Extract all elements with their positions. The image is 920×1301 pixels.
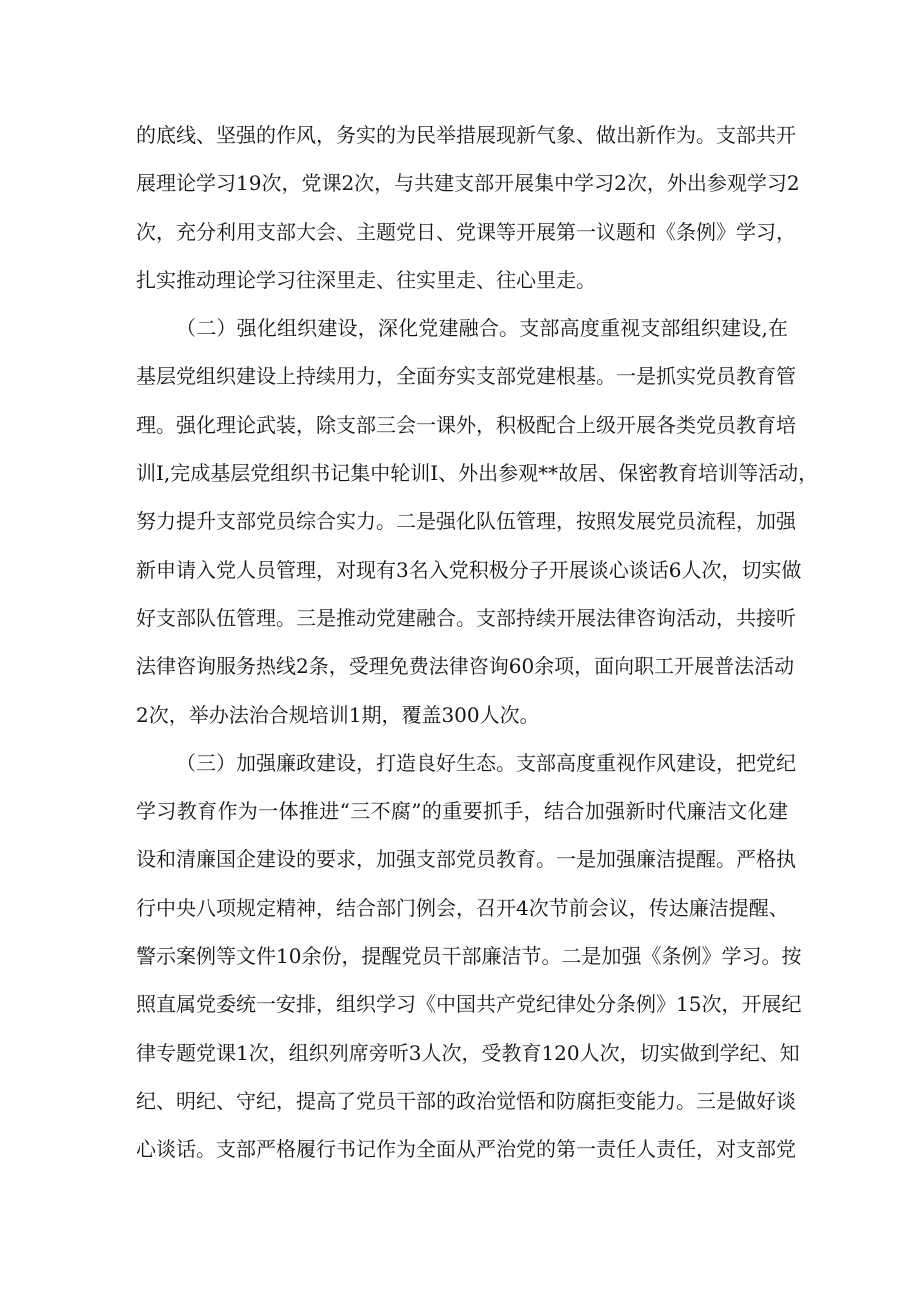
text-line: 扎实推动理论学习往深里走、往实里走、往心里走。 — [136, 267, 596, 292]
text-line: 纪、明纪、守纪，提高了党员干部的政治觉悟和防腐拒变能力。三是做好谈 — [136, 1088, 796, 1113]
text-line: 展理论学习19次，党课2次，与共建支部开展集中学习2次，外出参观学习2 — [136, 171, 800, 196]
text-line: 心谈话。支部严格履行书记作为全面从严治党的第一责任人责任，对支部党 — [136, 1137, 796, 1162]
text-line: 新申请入党人员管理，对现有3名入党积极分子开展谈心谈话6人次，切实做 — [136, 557, 802, 582]
text-line: 行中央八项规定精神，结合部门例会，召开4次节前会议，传达廉洁提醒、 — [136, 895, 789, 920]
text-line: 的底线、坚强的作风，务实的为民举措展现新气象、做出新作为。支部共开 — [136, 123, 796, 147]
text-line: 好支部队伍管理。三是推动党建融合。支部持续开展法律咨询活动，共接听 — [136, 605, 796, 630]
text-line: 法律咨询服务热线2条，受理免费法律咨询60余项，面向职工开展普法活动 — [136, 654, 795, 679]
section-heading-line: （三）加强廉政建设，打造良好生态。支部高度重视作风建设，把党纪 — [176, 750, 796, 775]
text-line: 次，充分利用支部大会、主题党日、党课等开展第一议题和《条例》学习， — [136, 219, 796, 244]
text-line: 警示案例等文件10余份，提醒党员干部廉洁节。二是加强《条例》学习。按 — [136, 944, 802, 969]
text-line: 努力提升支部党员综合实力。二是强化队伍管理，按照发展党员流程，加强 — [136, 509, 796, 534]
text-line: 律专题党课1次，组织列席旁听3人次，受教育120人次，切实做到学纪、知 — [136, 1040, 800, 1065]
text-line: 基层党组织建设上持续用力，全面夯实支部党建根基。一是抓实党员教育管 — [136, 364, 796, 389]
text-line: 2次，举办法治合规培训1期，覆盖300人次。 — [136, 702, 540, 727]
section-heading-line: （二）强化组织建设，深化党建融合。支部高度重视支部组织建设,在 — [176, 316, 788, 341]
text-line: 设和清廉国企建设的要求，加强支部党员教育。一是加强廉洁提醒。严格执 — [136, 847, 796, 872]
text-line: 照直属党委统一安排，组织学习《中国共产党纪律处分条例》15次，开展纪 — [136, 992, 802, 1017]
text-line: 训I,完成基层党组织书记集中轮训I、外出参观**故居、保密教育培训等活动， — [136, 461, 819, 486]
document-body — [136, 111, 819, 1174]
text-line: 理。强化理论武装，除支部三会一课外，积极配合上级开展各类党员教育培 — [136, 412, 796, 437]
text-line: 学习教育作为一体推进“三不腐”的重要抓手，结合加强新时代廉洁文化建 — [136, 799, 788, 824]
